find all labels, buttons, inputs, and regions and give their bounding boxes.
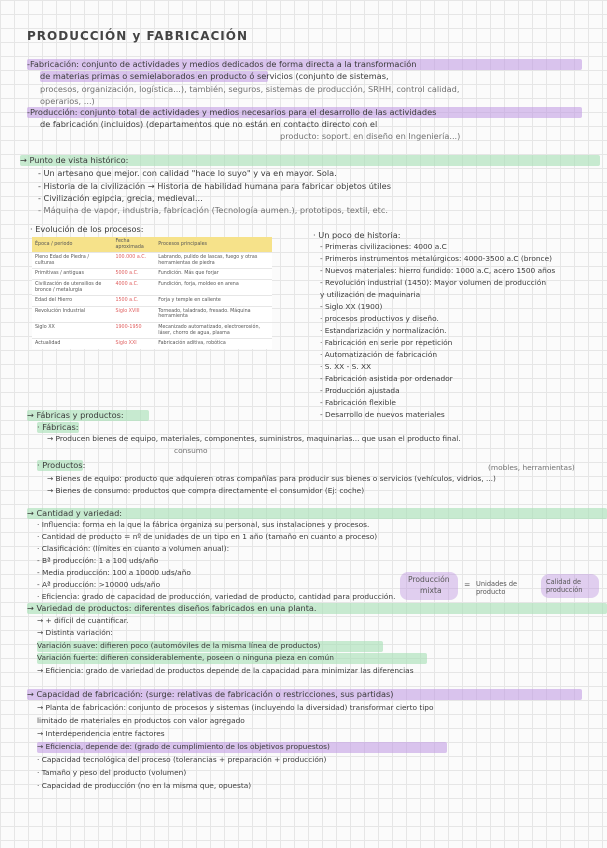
historia-heading: → Punto de vista histórico: xyxy=(20,155,600,166)
capacidad-line: → Eficiencia, depende de: (grado de cumplimiento de los objetivos propuestos) xyxy=(37,742,447,753)
cantidad-line: - Aª producción: >10000 uds/año xyxy=(37,580,161,589)
formula-produccion: Producción xyxy=(408,575,450,584)
def-fabricacion-line-2: de materias primas o semielaborados en producto ó servicios (conjunto de sistemas, xyxy=(40,71,389,81)
historia-right-line: - Producción ajustada xyxy=(320,386,400,395)
historia-right-line: · S. XX - S. XX xyxy=(320,362,372,371)
cantidad-line: - Media producción: 100 a 10000 uds/año xyxy=(37,568,191,577)
capacidad-line: limitado de materiales en productos con valor agregado xyxy=(37,716,245,725)
def-produccion-line-3: producto: soport. en diseño en Ingeniería...) xyxy=(280,131,461,141)
cantidad-formula xyxy=(400,572,600,602)
productos-line: → Bienes de equipo: producto que adquieren otras compañías para producir sus bienes o servicios (vehículos, vidrios, ...) xyxy=(47,474,496,483)
def-fabricacion-line-3: procesos, organización, logística...), también, seguros, sistemas de producción, SRHH, control calidad, xyxy=(40,84,460,94)
formula-mixta: mixta xyxy=(420,586,442,595)
historia-right-line: - Primeras civilizaciones: 4000 a.C xyxy=(320,242,447,251)
variedad-heading: → Variedad de productos: diferentes diseños fabricados en una planta. xyxy=(27,603,607,614)
historia-right-line: - Revolución industrial (1450): Mayor volumen de producción xyxy=(320,278,547,287)
capacidad-line: · Capacidad tecnológica del proceso (tolerancias + preparación + producción) xyxy=(37,755,327,764)
table-row: Revolución Industrial Siglo XVIII Torneado, taladrado, fresado. Máquina herramienta xyxy=(32,306,272,322)
historia-right-line: - Nuevos materiales: hierro fundido: 1000 a.C, acero 1500 años xyxy=(320,266,556,275)
def-fabricacion-line-1: -Fabricación: conjunto de actividades y medios dedicados de forma directa a la transformación xyxy=(27,59,582,70)
page-title: PRODUCCIÓN y FABRICACIÓN xyxy=(27,29,249,43)
historia-line: - Civilización egipcia, grecia, medieval... xyxy=(38,193,203,203)
table-row: Pleno Edad de Piedra / culturas 100.000 a.C. Labrando, pulido de lascas, fuego y otras herramientas de piedra xyxy=(32,253,272,269)
table-row: Actualidad Siglo XXI Fabricación aditiva, robótica xyxy=(32,339,272,349)
historia-right-line: · Fabricación en serie por repetición xyxy=(320,338,453,347)
capacidad-line: → Planta de fabricación: conjunto de procesos y sistemas (incluyendo la diversidad) transformar cierto tipo xyxy=(37,703,434,712)
productos-label: · Productos: xyxy=(37,460,86,470)
variedad-line: Variación suave: difieren poco (automóviles de la misma línea de productos) xyxy=(37,641,383,652)
def-produccion-line-2: de fabricación (incluidos) (departamentos que no están en contacto directo con el xyxy=(40,119,378,129)
variedad-line: → Distinta variación: xyxy=(37,628,113,637)
historia-right-line: · Estandarización y normalización. xyxy=(320,326,447,335)
cantidad-line: · Influencia: forma en la que la fábrica organiza su personal, sus instalaciones y procesos. xyxy=(37,520,370,529)
historia-right-line: · Automatización de fabricación xyxy=(320,350,438,359)
table-row: Siglo XX 1900-1950 Mecanizado automatizado, electroerosión, láser, chorro de agua, plasma xyxy=(32,322,272,338)
cantidad-line: - Bª producción: 1 a 100 uds/año xyxy=(37,556,159,565)
def-fabricacion-line-4: operarios, ...) xyxy=(40,96,95,106)
capacidad-line: · Tamaño y peso del producto (volumen) xyxy=(37,768,187,777)
cantidad-line: · Cantidad de producto = nº de unidades de un tipo en 1 año (tamaño en cuanto a proceso) xyxy=(37,532,378,541)
historia-line: - Un artesano que mejor. con calidad "hace lo suyo" y va en mayor. Sola. xyxy=(38,168,337,178)
historia-right-line: - Desarrollo de nuevos materiales xyxy=(320,410,445,419)
cantidad-heading: → Cantidad y variedad: xyxy=(27,508,607,519)
table-row: Civilización de utensilios de bronce / metalurgia 4000 a.C. Fundición, forja, moldeo en arena xyxy=(32,279,272,295)
capacidad-heading: → Capacidad de fabricación: (surge: relativas de fabricación o restricciones, sus partidas) xyxy=(27,689,582,700)
historia-right-line: - Fabricación asistida por ordenador xyxy=(320,374,453,383)
historia-right-heading: · Un poco de historia: xyxy=(313,230,401,240)
historia-line: - Máquina de vapor, industria, fabricación (Tecnología aumen.), prototipos, textil, etc. xyxy=(38,205,388,215)
formula-calidad: Calidad de producción xyxy=(546,578,583,594)
historia-right-line: - Siglo XX (1900) xyxy=(320,302,383,311)
cantidad-line: · Eficiencia: grado de capacidad de producción, variedad de producto, cantidad para producción. xyxy=(37,592,396,601)
fabricas-label: · Fábricas: xyxy=(37,422,79,432)
table-row: Edad del Hierro 1500 a.C. Forja y temple en caliente xyxy=(32,296,272,307)
historia-line: - Historia de la civilización → Historia de habilidad humana para fabricar objetos útiles xyxy=(38,181,391,191)
productos-note: (mobles, herramientas) xyxy=(488,463,575,472)
historia-right-line: - Primeros instrumentos metalúrgicos: 4000-3500 a.C (bronce) xyxy=(320,254,553,263)
evolucion-table xyxy=(32,237,272,349)
historia-right-line: · procesos productivos y diseño. xyxy=(320,314,439,323)
evolucion-heading: · Evolución de los procesos: xyxy=(30,224,144,234)
formula-unidades: Unidades de producto xyxy=(476,580,518,596)
cantidad-line: · Clasificación: (límites en cuanto a volumen anual): xyxy=(37,544,230,553)
fabricas-heading: → Fábricas y productos: xyxy=(27,410,149,421)
table-header: Procesos principales xyxy=(155,237,272,253)
table-row: Primitivas / antiguas 5000 a.C. Fundición. Más que forjar xyxy=(32,269,272,280)
table-header: Fecha aproximada xyxy=(112,237,155,253)
fabricas-sub: consumo xyxy=(174,446,208,455)
historia-right-line: - Fabricación flexible xyxy=(320,398,396,407)
formula-equals: = xyxy=(464,580,471,589)
fabricas-line: → Producen bienes de equipo, materiales, componentes, suministros, maquinarias... que usan el producto final. xyxy=(47,434,461,443)
def-produccion-line-1: -Producción: conjunto total de actividades y medios necesarios para el desarrollo de las actividades xyxy=(27,107,582,118)
historia-right-line: y utilización de maquinaria xyxy=(320,290,421,299)
variedad-line: → Eficiencia: grado de variedad de productos depende de la capacidad para minimizar las diferencias xyxy=(37,666,414,675)
productos-line: → Bienes de consumo: productos que compra directamente el consumidor (Ej: coche) xyxy=(47,486,365,495)
variedad-line: Variación fuerte: difieren considerablemente, poseen o ninguna pieza en común xyxy=(37,653,427,664)
capacidad-line: · Capacidad de producción (no en la misma que, opuesta) xyxy=(37,781,252,790)
variedad-line: → + difícil de cuantificar. xyxy=(37,616,129,625)
table-header: Época / periodo xyxy=(32,237,112,253)
capacidad-line: → Interdependencia entre factores xyxy=(37,729,165,738)
